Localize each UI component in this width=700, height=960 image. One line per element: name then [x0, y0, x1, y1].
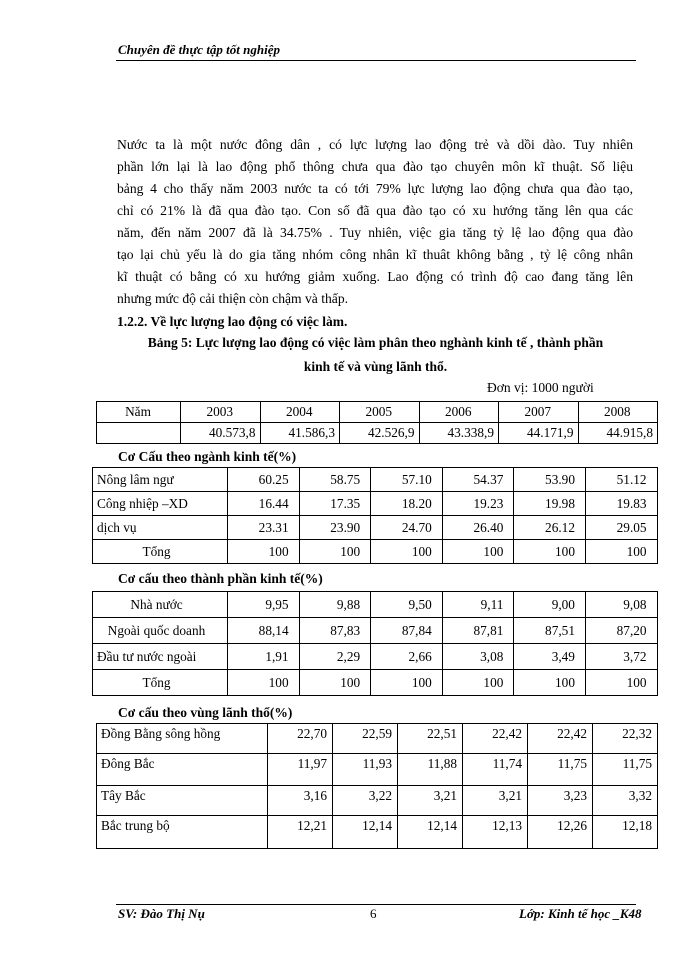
- paragraph-line: Nước ta là một nước đông dân , có lực lượng lao động trẻ và dồi dào. Tuy nhiên: [117, 137, 633, 152]
- table-row: [97, 724, 658, 754]
- value-cell: 11,93: [333, 754, 398, 786]
- table-row: [93, 468, 658, 492]
- value-cell: 3,23: [528, 786, 593, 816]
- value-cell: 41.586,3: [260, 423, 340, 444]
- table-row: [97, 754, 658, 786]
- value-cell: 12,21: [268, 816, 333, 849]
- row-label: Nhà nước: [93, 592, 228, 618]
- value-cell: 12,13: [463, 816, 528, 849]
- table-row: [93, 492, 658, 516]
- value-cell: 87,51: [514, 618, 586, 644]
- value-cell: 3,16: [268, 786, 333, 816]
- value-cell: 9,08: [585, 592, 657, 618]
- sector-caption: Cơ Cấu theo ngành kinh tế(%): [118, 449, 297, 464]
- value-cell: 100: [442, 670, 514, 696]
- value-cell: 2,29: [299, 644, 371, 670]
- value-cell: 100: [228, 540, 300, 564]
- value-cell: 3,21: [398, 786, 463, 816]
- year-cell: 2005: [340, 402, 420, 423]
- value-cell: 19.98: [514, 492, 586, 516]
- value-cell: 44.171,9: [499, 423, 579, 444]
- paragraph-line: tạo lại chủ yếu là do gia tăng nhóm công nhân kĩ thuât không bằng , tỷ lệ công nhân: [117, 247, 633, 262]
- year-label: Năm: [97, 402, 181, 423]
- value-cell: 53.90: [514, 468, 586, 492]
- value-cell: 11,88: [398, 754, 463, 786]
- unit-note: Đơn vị: 1000 người: [487, 380, 594, 395]
- value-cell: 29.05: [585, 516, 657, 540]
- paragraph-line: bảng 4 cho thấy năm 2003 nước ta có tới 79% lực lượng lao động chưa qua đào tạo,: [117, 181, 633, 196]
- value-cell: 9,00: [514, 592, 586, 618]
- value-cell: 24.70: [371, 516, 443, 540]
- table-title-cont: kinh tế và vùng lãnh thổ.: [303, 359, 448, 374]
- value-cell: 12,14: [333, 816, 398, 849]
- paragraph-line: năm, đến năm 2007 đã là 34.75% . Tuy nhiên, việc gia tăng tỷ lệ lao động qua đào: [117, 225, 633, 240]
- value-cell: 100: [514, 540, 586, 564]
- page-header: Chuyên đề thực tập tốt nghiệp: [118, 42, 280, 57]
- row-label: Tổng: [93, 670, 228, 696]
- value-cell: 100: [585, 540, 657, 564]
- paragraph-line: nhưng mức độ cải thiện còn chậm và thấp.: [117, 291, 349, 306]
- value-cell: 9,95: [228, 592, 300, 618]
- value-cell: 22,42: [528, 724, 593, 754]
- row-label: dịch vụ: [93, 516, 228, 540]
- value-cell: 87,81: [442, 618, 514, 644]
- row-label: Tây Bắc: [97, 786, 268, 816]
- value-cell: 100: [514, 670, 586, 696]
- table-row: [97, 786, 658, 816]
- value-cell: 100: [585, 670, 657, 696]
- paragraph-line: chỉ có 21% là đã qua đào tạo. Con số đã qua đào tạo có xu hướng tăng lên qua các: [117, 203, 633, 218]
- empty-cell: [97, 423, 181, 444]
- year-cell: 2003: [181, 402, 261, 423]
- value-cell: 12,14: [398, 816, 463, 849]
- value-cell: 12,18: [593, 816, 658, 849]
- section-heading: 1.2.2. Về lực lượng lao động có việc làm.: [117, 314, 348, 329]
- value-cell: 22,42: [463, 724, 528, 754]
- ownership-caption: Cơ cấu theo thành phần kinh tế(%): [118, 571, 323, 586]
- value-cell: 26.40: [442, 516, 514, 540]
- value-cell: 3,72: [585, 644, 657, 670]
- region-table: [96, 723, 658, 849]
- value-cell: 3,08: [442, 644, 514, 670]
- value-cell: 100: [371, 540, 443, 564]
- value-cell: 17.35: [299, 492, 371, 516]
- value-cell: 2,66: [371, 644, 443, 670]
- row-label: Nông lâm ngư: [93, 468, 228, 492]
- value-cell: 23.90: [299, 516, 371, 540]
- value-cell: 18.20: [371, 492, 443, 516]
- value-cell: 3,21: [463, 786, 528, 816]
- paragraph-line: phần lớn lại là lao động phổ thông chưa qua đào tạo chuyên môn kĩ thuật. Số liệu: [117, 159, 633, 174]
- value-cell: 22,70: [268, 724, 333, 754]
- value-cell: 60.25: [228, 468, 300, 492]
- value-cell: 22,32: [593, 724, 658, 754]
- value-cell: 19.23: [442, 492, 514, 516]
- year-cell: 2006: [419, 402, 499, 423]
- value-cell: 100: [299, 540, 371, 564]
- value-cell: 11,75: [593, 754, 658, 786]
- row-label: Bắc trung bộ: [97, 816, 268, 849]
- table-row: [97, 423, 658, 444]
- value-cell: 58.75: [299, 468, 371, 492]
- value-cell: 87,84: [371, 618, 443, 644]
- body-paragraph: [117, 134, 633, 310]
- page-number: 6: [370, 906, 377, 921]
- row-label: Công nhiệp –XD: [93, 492, 228, 516]
- value-cell: 3,22: [333, 786, 398, 816]
- ownership-table: [92, 591, 658, 696]
- value-cell: 11,75: [528, 754, 593, 786]
- table-row: [93, 644, 658, 670]
- table-row: [97, 816, 658, 849]
- table-row: [93, 592, 658, 618]
- value-cell: 3,49: [514, 644, 586, 670]
- footer-student: SV: Đào Thị Nụ: [118, 906, 205, 921]
- value-cell: 40.573,8: [181, 423, 261, 444]
- table-row: [93, 618, 658, 644]
- row-label: Tổng: [93, 540, 228, 564]
- value-cell: 100: [299, 670, 371, 696]
- value-cell: 22,51: [398, 724, 463, 754]
- table-title: Bảng 5: Lực lượng lao động có việc làm phân theo nghành kinh tế , thành phần: [147, 335, 604, 350]
- value-cell: 9,88: [299, 592, 371, 618]
- value-cell: 23.31: [228, 516, 300, 540]
- region-caption: Cơ cấu theo vùng lãnh thổ(%): [118, 705, 293, 720]
- value-cell: 100: [371, 670, 443, 696]
- value-cell: 54.37: [442, 468, 514, 492]
- value-cell: 3,32: [593, 786, 658, 816]
- year-cell: 2008: [578, 402, 658, 423]
- value-cell: 9,50: [371, 592, 443, 618]
- value-cell: 22,59: [333, 724, 398, 754]
- row-label: Đầu tư nước ngoài: [93, 644, 228, 670]
- value-cell: 87,20: [585, 618, 657, 644]
- value-cell: 43.338,9: [419, 423, 499, 444]
- year-cell: 2007: [499, 402, 579, 423]
- value-cell: 19.83: [585, 492, 657, 516]
- paragraph-line: kĩ thuật có bằng có xu hướng giảm xuống. Lao động có trình độ cao đang tăng lên: [117, 269, 633, 284]
- value-cell: 100: [228, 670, 300, 696]
- value-cell: 44.915,8: [578, 423, 658, 444]
- row-label: Đông Bắc: [97, 754, 268, 786]
- table-row: [97, 402, 658, 423]
- value-cell: 87,83: [299, 618, 371, 644]
- table-row: [93, 516, 658, 540]
- value-cell: 100: [442, 540, 514, 564]
- row-label: Ngoài quốc doanh: [93, 618, 228, 644]
- totals-table: [96, 401, 658, 444]
- value-cell: 11,74: [463, 754, 528, 786]
- table-row: [93, 670, 658, 696]
- value-cell: 9,11: [442, 592, 514, 618]
- value-cell: 88,14: [228, 618, 300, 644]
- value-cell: 51.12: [585, 468, 657, 492]
- value-cell: 16.44: [228, 492, 300, 516]
- value-cell: 26.12: [514, 516, 586, 540]
- row-label: Đồng Bằng sông hồng: [97, 724, 268, 754]
- table-row: [93, 540, 658, 564]
- value-cell: 1,91: [228, 644, 300, 670]
- year-cell: 2004: [260, 402, 340, 423]
- footer-class: Lớp: Kinh tế học _K48: [519, 906, 642, 921]
- value-cell: 12,26: [528, 816, 593, 849]
- value-cell: 11,97: [268, 754, 333, 786]
- sector-table: [92, 467, 658, 564]
- header-rule: [116, 60, 636, 61]
- value-cell: 42.526,9: [340, 423, 420, 444]
- value-cell: 57.10: [371, 468, 443, 492]
- footer-rule: [116, 904, 636, 905]
